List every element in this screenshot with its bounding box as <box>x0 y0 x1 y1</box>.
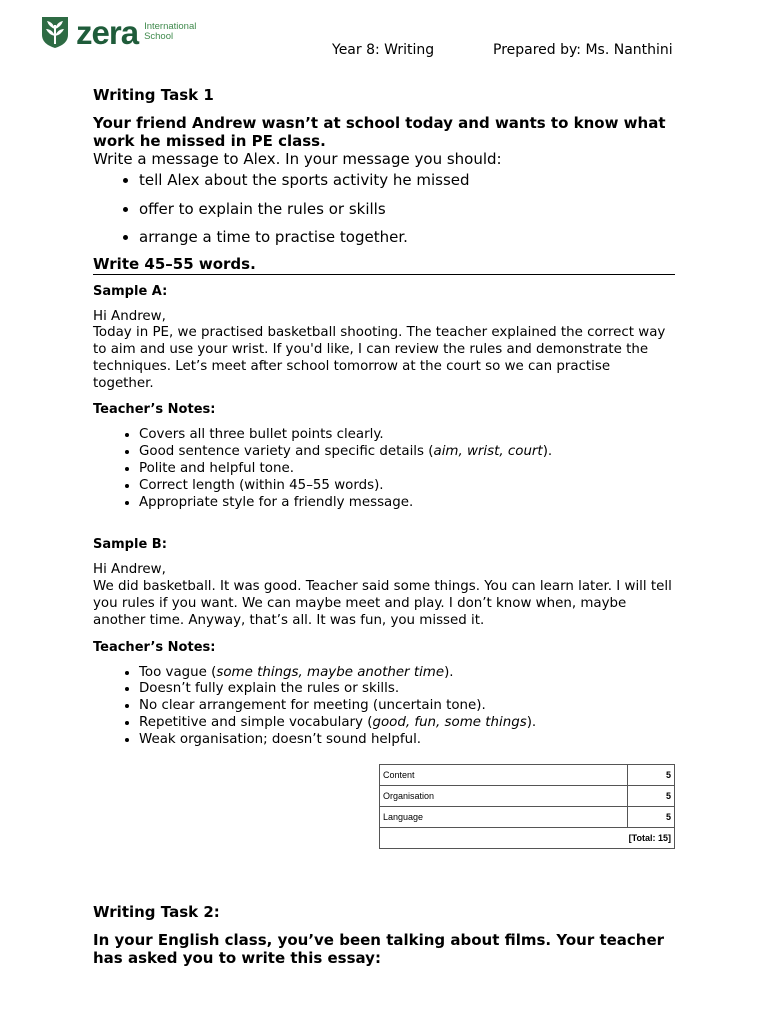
table-row <box>380 765 675 786</box>
sample-b-greeting: Hi Andrew, <box>93 562 166 578</box>
list-item: • Correct length (within 45–55 words). <box>139 478 675 495</box>
word-count-requirement: Write 45–55 words. <box>93 255 675 275</box>
marks-label: Language <box>380 807 628 828</box>
marks-label: Content <box>380 765 628 786</box>
list-item: • No clear arrangement for meeting (uncertain tone). <box>139 698 675 715</box>
table-row <box>380 807 675 828</box>
sample-a-notes-title: Teacher’s Notes: <box>93 402 216 418</box>
prepared-by-label: Prepared by: Ms. Nanthini <box>493 42 673 58</box>
sample-b-notes <box>93 665 675 749</box>
marks-table <box>379 764 675 849</box>
list-item: • Repetitive and simple vocabulary (good, fun, some things). <box>139 715 675 732</box>
marks-label: Organisation <box>380 786 628 807</box>
task2-section <box>93 903 675 967</box>
school-logo <box>40 14 196 50</box>
sample-b-notes-title: Teacher’s Notes: <box>93 639 216 655</box>
list-item: • arrange a time to practise together. <box>139 228 675 246</box>
marks-value: 5 <box>628 786 675 807</box>
school-name: zera <box>76 13 139 51</box>
list-item: • Weak organisation; doesn’t sound helpful. <box>139 732 675 749</box>
list-item: • offer to explain the rules or skills <box>139 200 675 218</box>
task1-title: Writing Task 1 <box>93 86 214 104</box>
sample-a-notes <box>93 427 675 511</box>
marks-value: 5 <box>628 765 675 786</box>
marks-value: 5 <box>628 807 675 828</box>
list-item: • Good sentence variety and specific details (aim, wrist, court). <box>139 444 675 461</box>
year-label: Year 8: Writing <box>332 42 435 58</box>
task2-title: Writing Task 2: <box>93 903 220 921</box>
sample-b-title: Sample B: <box>93 537 167 553</box>
sample-b-body: We did basketball. It was good. Teacher said some things. You can learn later. I will tell you rules if you want. We can maybe meet and play. I don’t know when, maybe another time. Anyway, that’s all. It was fun, you missed it. <box>93 579 672 628</box>
sample-a-body: Today in PE, we practised basketball shooting. The teacher explained the correct way to aim and use your wrist. If you'd like, I can review the rules and demonstrate the techniques. Let’s meet after school tomorrow at the court so we can practise together. <box>93 325 666 391</box>
task1-instruction: Write a message to Alex. In your message you should: <box>93 150 502 168</box>
list-item: • Doesn’t fully explain the rules or skills. <box>139 681 675 698</box>
sample-a-title: Sample A: <box>93 283 168 299</box>
task1-section <box>93 86 675 749</box>
table-row <box>380 828 675 849</box>
task1-bullets <box>93 171 675 246</box>
school-subtitle: International School <box>144 20 197 42</box>
list-item: • Polite and helpful tone. <box>139 461 675 478</box>
list-item: • tell Alex about the sports activity he missed <box>139 171 675 189</box>
leaf-shield-icon <box>40 15 70 49</box>
list-item: • Appropriate style for a friendly message. <box>139 495 675 512</box>
sample-a-greeting: Hi Andrew, <box>93 308 166 324</box>
task1-prompt: Your friend Andrew wasn’t at school today and wants to know what work he missed in PE class. <box>93 114 666 150</box>
marks-total: [Total: 15] <box>380 828 675 849</box>
list-item: • Too vague (some things, maybe another time). <box>139 665 675 682</box>
list-item: • Covers all three bullet points clearly. <box>139 427 675 444</box>
task2-prompt: In your English class, you’ve been talking about films. Your teacher has asked you to write this essay: <box>93 931 665 967</box>
table-row <box>380 786 675 807</box>
